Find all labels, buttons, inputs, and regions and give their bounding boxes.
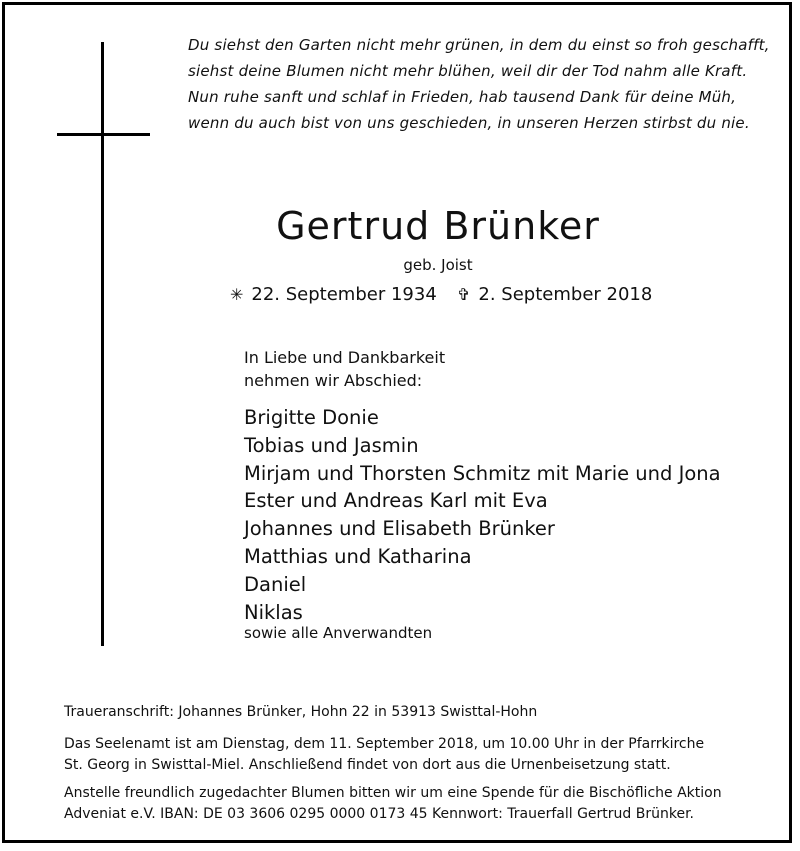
family-member: Matthias und Katharina — [244, 544, 472, 568]
intro-line: In Liebe und Dankbarkeit — [244, 348, 446, 367]
death-date-row — [457, 284, 652, 305]
service-info — [64, 734, 764, 776]
intro-line: nehmen wir Abschied: — [244, 371, 423, 390]
cross-icon-horizontal-bar — [57, 133, 150, 136]
poem-line: siehst deine Blumen nicht mehr blühen, weil dir der Tod nahm alle Kraft. — [188, 62, 748, 80]
death-cross-icon: ✞ — [457, 285, 471, 304]
deceased-name: Gertrud Brünker — [276, 204, 600, 248]
family-member: Ester und Andreas Karl mit Eva — [244, 489, 548, 513]
poem — [188, 32, 778, 136]
service-line: St. Georg in Swisttal-Miel. Anschließend findet von dort aus die Urnenbeisetzung statt. — [64, 757, 671, 773]
family-list — [244, 404, 721, 626]
poem-line: Du siehst den Garten nicht mehr grünen, in dem du einst so froh geschafft, — [188, 36, 770, 54]
donation-line: Anstelle freundlich zugedachter Blumen bitten wir um eine Spende für die Bischöfliche Aktion — [64, 785, 722, 801]
birth-date: 22. September 1934 — [251, 284, 437, 305]
birth-star-icon: ✳ — [230, 285, 244, 304]
mourning-address: Traueranschrift: Johannes Brünker, Hohn 22 in 53913 Swisttal-Hohn — [64, 704, 538, 720]
death-date: 2. September 2018 — [478, 284, 653, 305]
donation-line: Adveniat e.V. IBAN: DE 03 3606 0295 0000 0173 45 Kennwort: Trauerfall Gertrud Brünker. — [64, 806, 695, 822]
relatives-note: sowie alle Anverwandten — [244, 624, 433, 642]
family-member: Mirjam und Thorsten Schmitz mit Marie und Jona — [244, 461, 721, 485]
poem-line: Nun ruhe sanft und schlaf in Frieden, hab tausend Dank für deine Müh, — [188, 88, 737, 106]
family-member: Tobias und Jasmin — [244, 433, 419, 457]
birth-date-row — [230, 284, 437, 305]
farewell-intro — [244, 346, 445, 392]
family-member: Johannes und Elisabeth Brünker — [244, 517, 555, 541]
poem-line: wenn du auch bist von uns geschieden, in unseren Herzen stirbst du nie. — [188, 114, 750, 132]
service-line: Das Seelenamt ist am Dienstag, dem 11. September 2018, um 10.00 Uhr in der Pfarrkirche — [64, 736, 705, 752]
family-member: Brigitte Donie — [244, 406, 379, 429]
maiden-name: geb. Joist — [403, 256, 473, 274]
family-member: Daniel — [244, 572, 307, 596]
donation-info — [64, 783, 764, 825]
family-member: Niklas — [244, 600, 303, 624]
